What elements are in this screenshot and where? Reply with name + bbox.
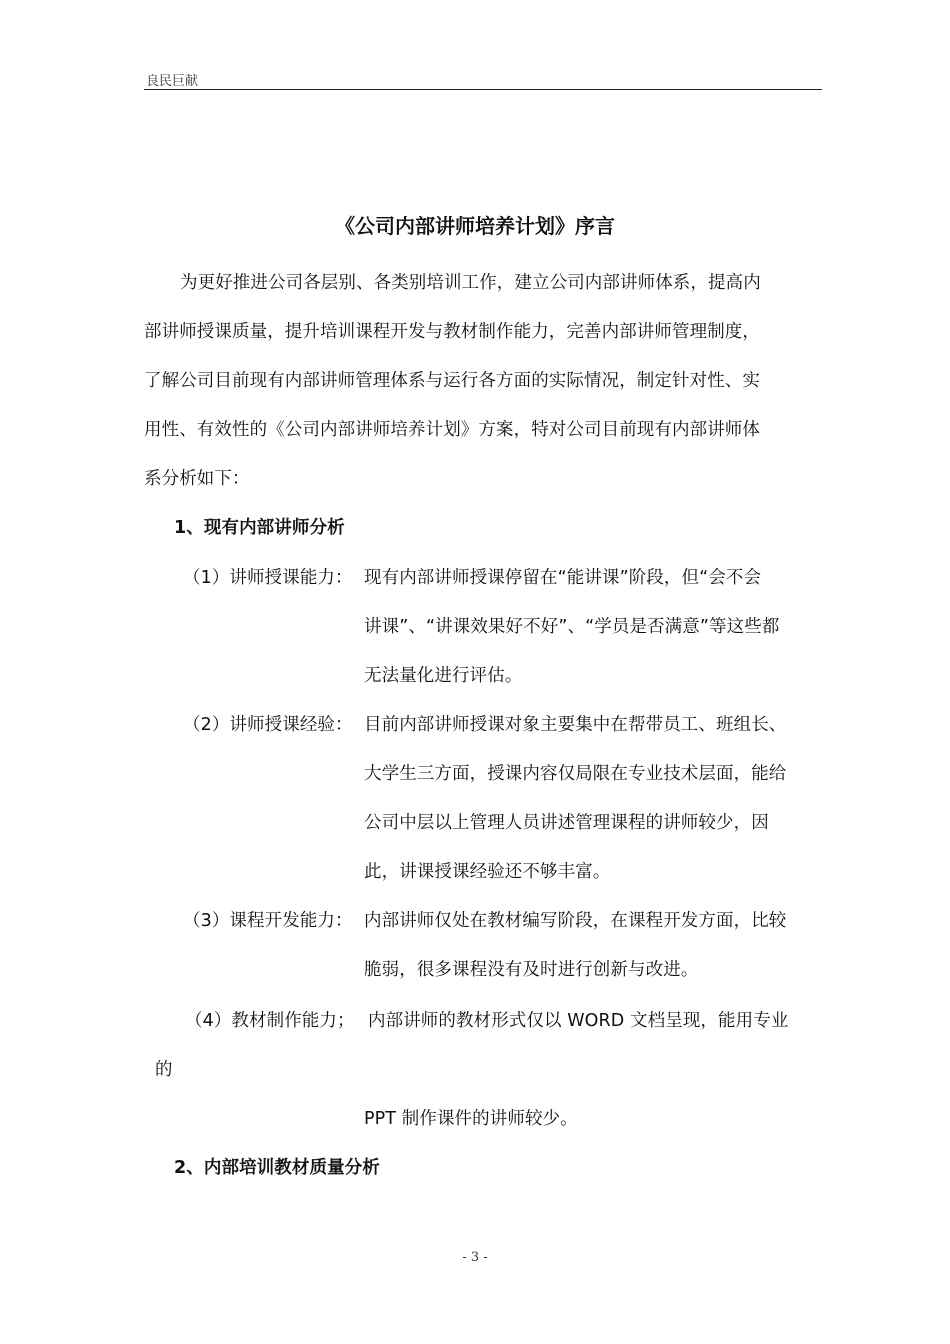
item-line: 无法量化进行评估。: [364, 666, 523, 686]
section-heading-1: 1、现有内部讲师分析: [174, 518, 345, 538]
item-label: （4）教材制作能力；: [185, 1011, 355, 1031]
item-line: 此，讲课授课经验还不够丰富。: [364, 862, 611, 882]
item-label: （3）课程开发能力：: [183, 911, 353, 931]
section-heading-2: 2、内部培训教材质量分析: [174, 1158, 380, 1178]
page-title: 《公司内部讲师培养计划》序言: [335, 214, 615, 238]
item-line: 目前内部讲师授课对象主要集中在帮带员工、班组长、: [364, 715, 787, 735]
item-line: 脆弱，很多课程没有及时进行创新与改进。: [364, 960, 699, 980]
item-line: 内部讲师的教材形式仅以 WORD 文档呈现，能用专业: [368, 1011, 789, 1031]
item-line: 大学生三方面，授课内容仅局限在专业技术层面，能给: [364, 764, 787, 784]
item-line: PPT 制作课件的讲师较少。: [364, 1109, 578, 1129]
intro-line: 系分析如下：: [144, 469, 250, 489]
item-line: 现有内部讲师授课停留在“能讲课”阶段，但“会不会: [364, 568, 762, 588]
header-rule: [144, 89, 822, 90]
item-line: 公司中层以上管理人员讲述管理课程的讲师较少，因: [364, 813, 769, 833]
page-number: - 3 -: [462, 1250, 488, 1265]
item-label: （1）讲师授课能力：: [183, 568, 353, 588]
intro-line: 为更好推进公司各层别、各类别培训工作，建立公司内部讲师体系，提高内: [180, 273, 761, 293]
item-line: 内部讲师仅处在教材编写阶段，在课程开发方面，比较: [364, 911, 787, 931]
item-line: 的: [155, 1060, 173, 1080]
header-text: 良民巨献: [146, 74, 199, 89]
item-label: （2）讲师授课经验：: [183, 715, 353, 735]
intro-line: 用性、有效性的《公司内部讲师培养计划》方案，特对公司目前现有内部讲师体: [144, 420, 760, 440]
intro-line: 了解公司目前现有内部讲师管理体系与运行各方面的实际情况，制定针对性、实: [144, 371, 760, 391]
item-line: 讲课”、“讲课效果好不好”、“学员是否满意”等这些都: [364, 617, 780, 637]
intro-line: 部讲师授课质量，提升培训课程开发与教材制作能力，完善内部讲师管理制度，: [144, 322, 760, 342]
